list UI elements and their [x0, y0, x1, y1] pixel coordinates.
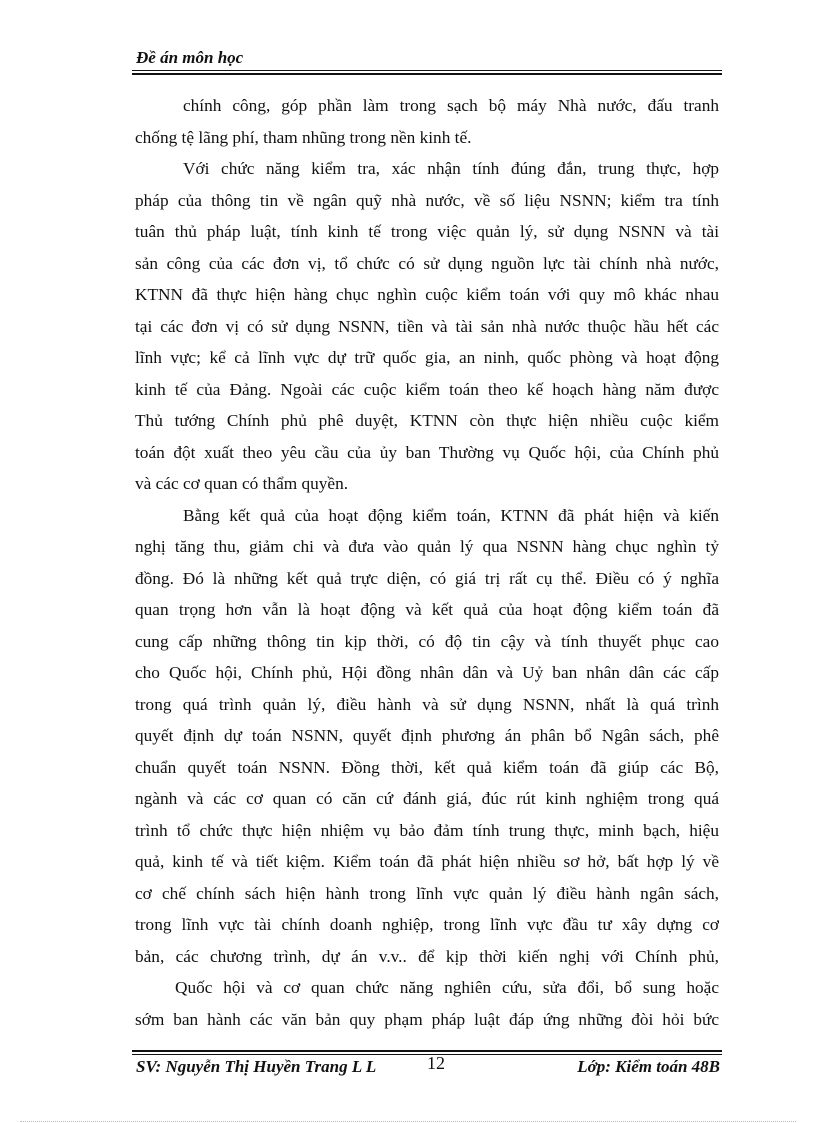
footer-author: SV: Nguyễn Thị Huyền Trang L L	[136, 1057, 377, 1076]
text-line: chính công, góp phần làm trong sạch bộ máy Nhà nước, đấu tranh	[183, 96, 719, 115]
text-line: KTNN đã thực hiện hàng chục nghìn cuộc kiểm toán với quy mô khác nhau	[135, 285, 719, 304]
text-line: kinh tế của Đảng. Ngoài các cuộc kiểm toán theo kế hoạch hàng năm được	[135, 379, 719, 399]
text-line: trình tổ chức thực hiện nhiệm vụ bảo đảm tính trung thực, minh bạch, hiệu	[135, 820, 719, 840]
header-rule-thick	[132, 73, 722, 75]
text-line: nghị tăng thu, giảm chi và đưa vào quản lý qua NSNN hàng chục nghìn tỷ	[135, 537, 719, 556]
text-line: toán đột xuất theo yêu cầu của ủy ban Thường vụ Quốc hội, của Chính phủ	[135, 442, 719, 462]
text-line: và các cơ quan có thẩm quyền.	[135, 474, 349, 493]
text-line: chống tệ lãng phí, tham nhũng trong nền kinh tế.	[135, 127, 472, 147]
text-line: sớm ban hành các văn bản quy phạm pháp luật đáp ứng những đòi hỏi bức	[135, 1009, 719, 1029]
header-rule	[132, 70, 722, 71]
body-text	[135, 90, 719, 1035]
header-title: Đề án môn học	[136, 48, 244, 67]
text-line: quả, kinh tế và tiết kiệm. Kiểm toán đã phát hiện nhiều sơ hở, bất hợp lý về	[135, 852, 719, 871]
page-bottom-divider	[20, 1121, 796, 1122]
text-line: ngành và các cơ quan có căn cứ đánh giá, đúc rút kinh nghiệm trong quá	[135, 789, 719, 808]
page-number: 12	[427, 1053, 445, 1073]
text-line: cơ chế chính sách hiện hành trong lĩnh vực quản lý điều hành ngân sách,	[135, 883, 719, 903]
text-line: Với chức năng kiểm tra, xác nhận tính đúng đắn, trung thực, hợp	[183, 159, 719, 178]
text-line: trong quá trình quản lý, điều hành và sử dụng NSNN, nhất là quá trình	[135, 694, 719, 714]
text-line: quan trọng hơn vẫn là hoạt động và kết quả của hoạt động kiểm toán đã	[135, 600, 719, 619]
text-line: trong lĩnh vực tài chính doanh nghiệp, trong lĩnh vực đầu tư xây dựng cơ	[135, 915, 719, 934]
text-line: Bằng kết quả của hoạt động kiểm toán, KTNN đã phát hiện và kiến	[183, 505, 719, 525]
text-line: Thủ tướng Chính phủ phê duyệt, KTNN còn thực hiện nhiều cuộc kiểm	[135, 411, 719, 430]
text-line: sản công của các đơn vị, tổ chức có sử dụng nguồn lực tài chính nhà nước,	[135, 253, 719, 273]
text-line: đồng. Đó là những kết quả trực diện, có giá trị rất cụ thể. Điều có ý nghĩa	[135, 568, 719, 588]
text-line: cho Quốc hội, Chính phủ, Hội đồng nhân dân và Uỷ ban nhân dân các cấp	[135, 663, 719, 682]
footer-class-label: Lớp: Kiểm toán 48B	[577, 1057, 720, 1076]
text-line: bản, các chương trình, dự án v.v.. để kịp thời kiến nghị với Chính phủ,	[135, 946, 719, 966]
text-line: Quốc hội và cơ quan chức năng nghiên cứu, sửa đổi, bổ sung hoặc	[175, 978, 719, 997]
text-line: pháp của thông tin về ngân quỹ nhà nước, về số liệu NSNN; kiểm tra tính	[135, 190, 719, 210]
text-line: chuẩn quyết toán NSNN. Đồng thời, kết quả kiểm toán đã giúp các Bộ,	[135, 757, 719, 777]
text-line: cung cấp những thông tin kịp thời, có độ tin cậy và tính thuyết phục cao	[135, 631, 719, 651]
text-line: tuân thủ pháp luật, tính kinh tế trong việc quản lý, sử dụng NSNN và tài	[135, 222, 719, 241]
text-line: lĩnh vực; kể cả lĩnh vực dự trữ quốc gia, an ninh, quốc phòng và hoạt động	[135, 348, 719, 367]
text-line: tại các đơn vị có sử dụng NSNN, tiền và tài sản nhà nước thuộc hầu hết các	[135, 316, 719, 336]
text-line: quyết định dự toán NSNN, quyết định phương án phân bổ Ngân sách, phê	[135, 726, 719, 745]
